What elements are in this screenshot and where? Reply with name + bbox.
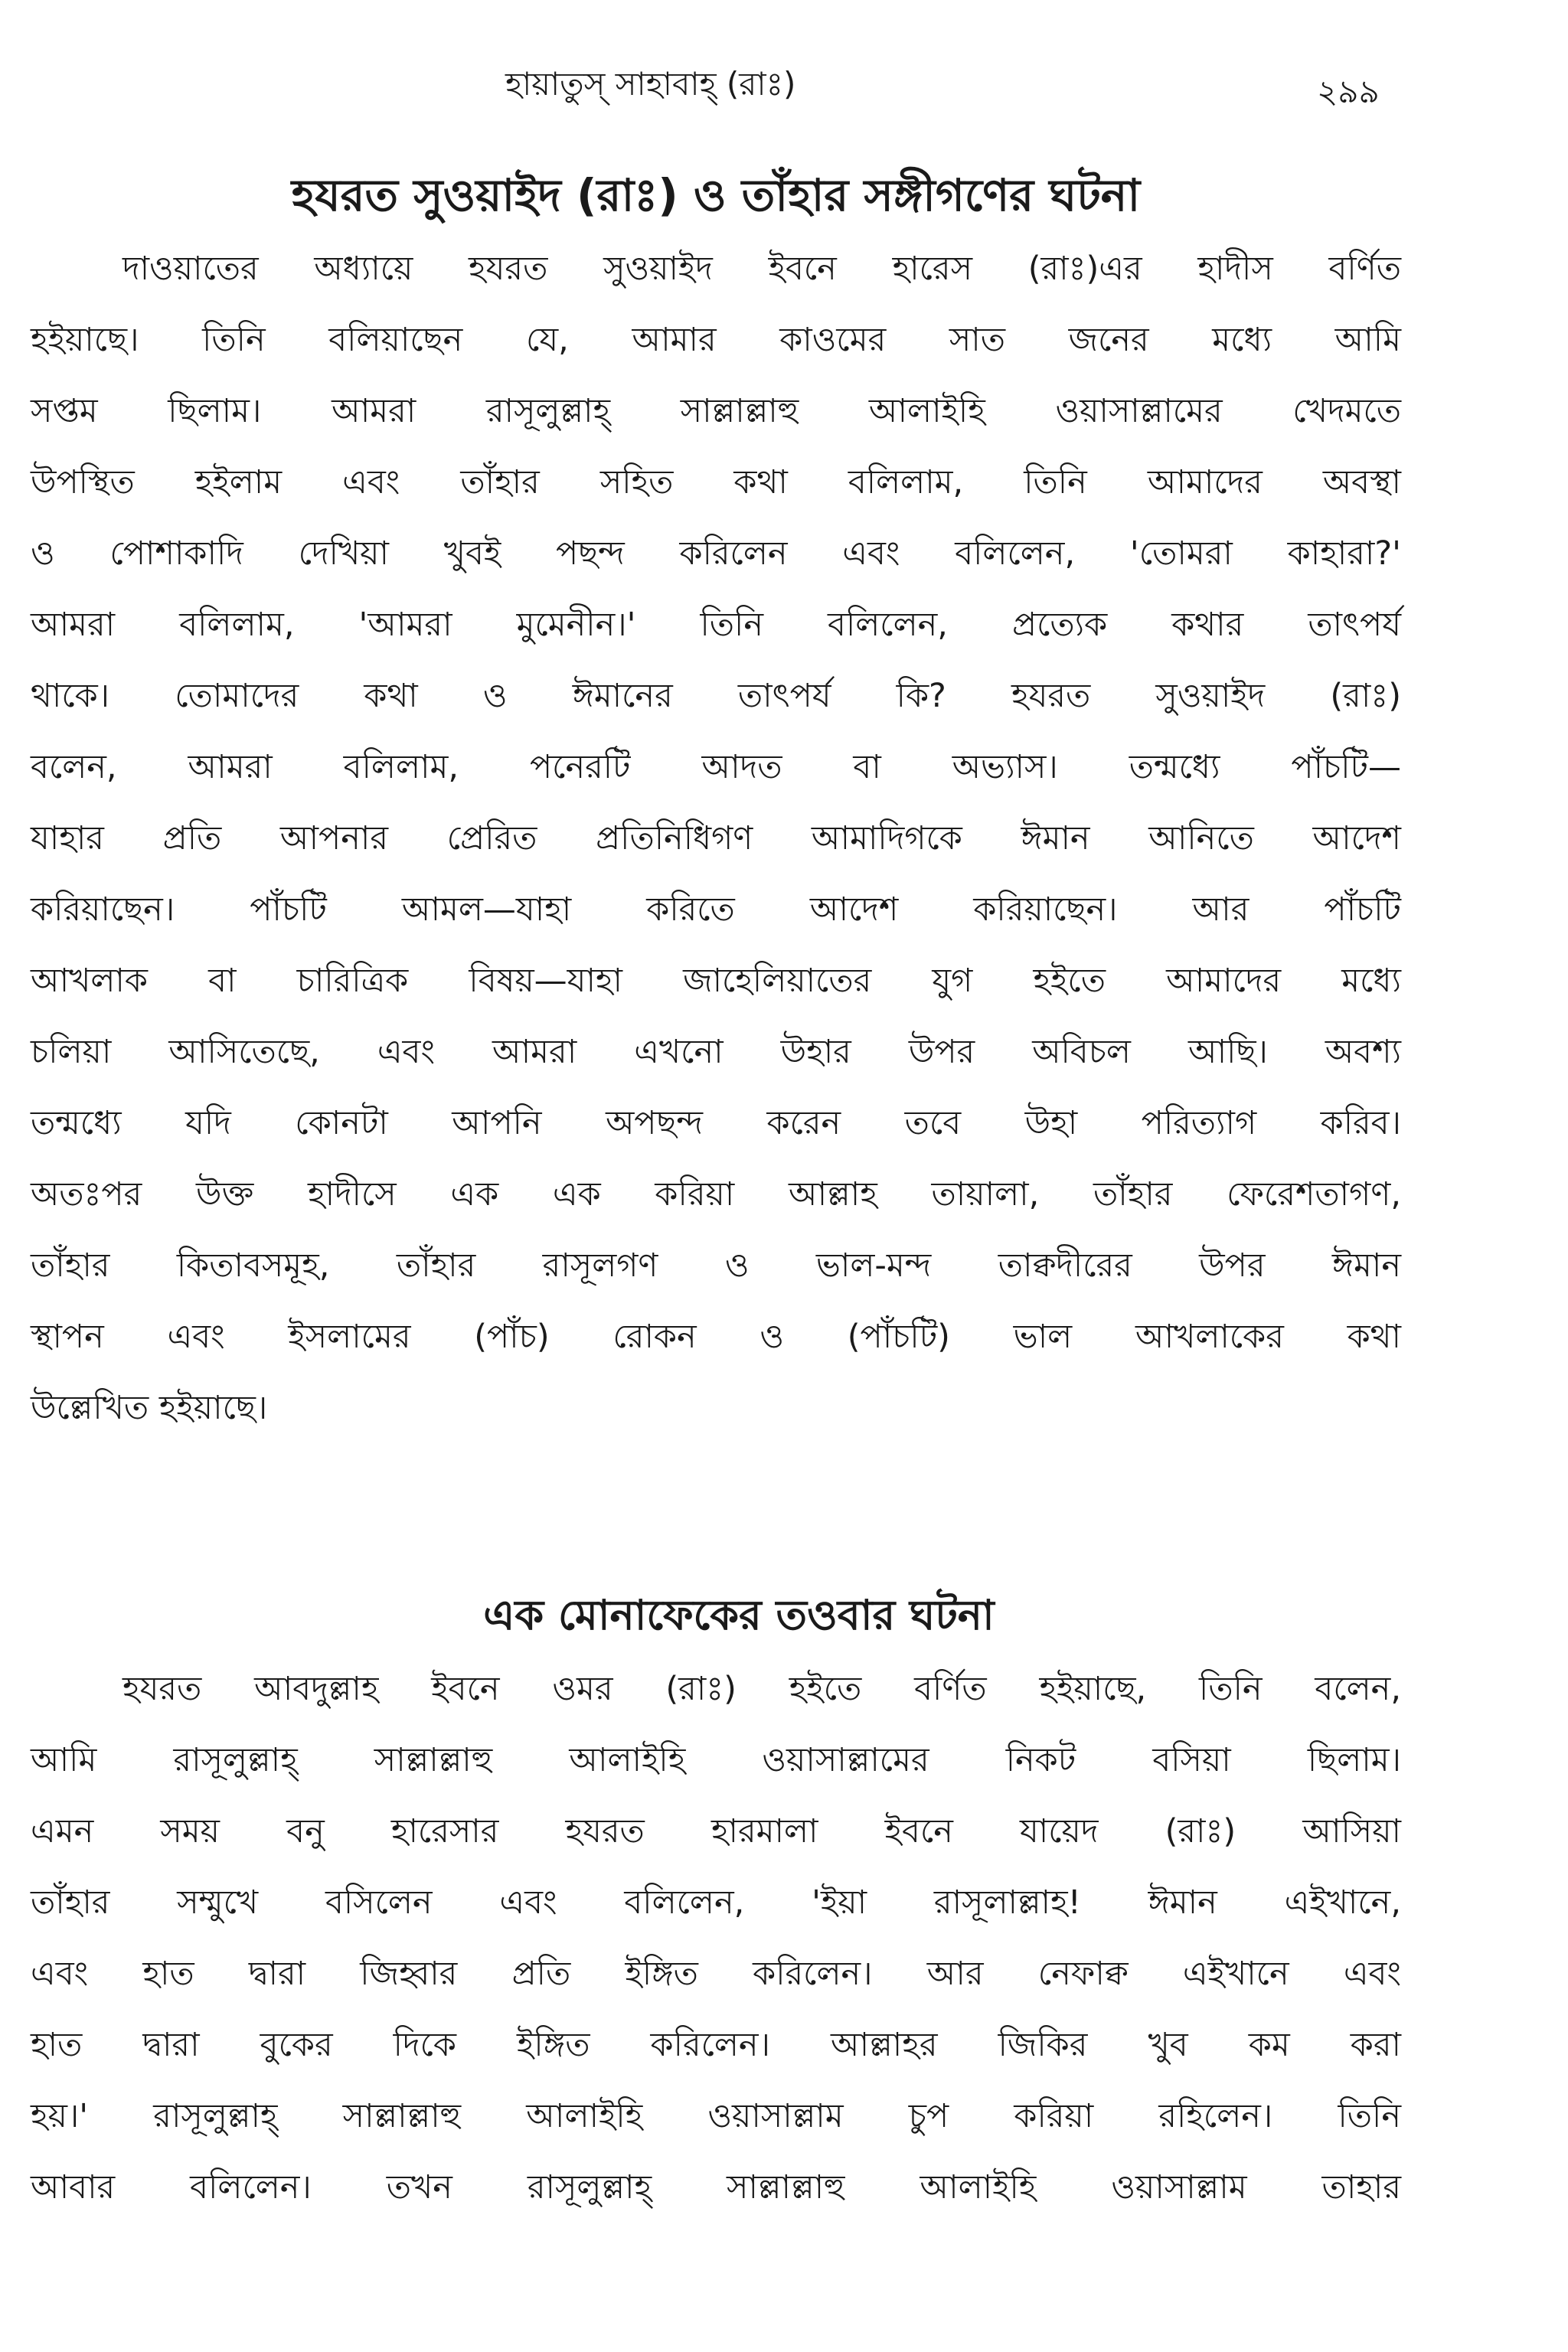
section-munafiq-repentance xyxy=(31,1577,1401,2223)
text-line: তাঁহার সম্মুখে বসিলেন এবং বলিলেন, 'ইয়া রাসূলাল্লাহ! ঈমান এইখানে, xyxy=(31,1883,1401,1922)
text-line: থাকে। তোমাদের কথা ও ঈমানের তাৎপর্য কি? হযরত সুওয়াইদ (রাঃ) xyxy=(31,677,1401,715)
text-line: যাহার প্রতি আপনার প্রেরিত প্রতিনিধিগণ আমাদিগকে ঈমান আনিতে আদেশ xyxy=(31,819,1401,858)
running-title: হায়াতুস্ সাহাবাহ্ (রাঃ) xyxy=(505,65,796,103)
text-line: করিয়াছেন। পাঁচটি আমল—যাহা করিতে আদেশ করিয়াছেন। আর পাঁচটি xyxy=(31,890,1401,929)
text-line: এমন সময় বনু হারেসার হযরত হারমালা ইবনে যায়েদ (রাঃ) আসিয়া xyxy=(31,1812,1401,1851)
text-line: সপ্তম ছিলাম। আমরা রাসূলুল্লাহ্ সাল্লাল্লাহু আলাইহি ওয়াসাল্লামের খেদমতে xyxy=(31,392,1401,430)
text-line: অতঃপর উক্ত হাদীসে এক এক করিয়া আল্লাহ তায়ালা, তাঁহার ফেরেশতাগণ, xyxy=(31,1175,1401,1214)
text-line: হইয়াছে। তিনি বলিয়াছেন যে, আমার কাওমের সাত জনের মধ্যে আমি xyxy=(31,321,1401,359)
text-line: বলেন, আমরা বলিলাম, পনেরটি আদত বা অভ্যাস। তন্মধ্যে পাঁচটি— xyxy=(31,748,1401,786)
text-line: আখলাক বা চারিত্রিক বিষয়—যাহা জাহেলিয়াতের যুগ হইতে আমাদের মধ্যে xyxy=(31,962,1401,1000)
text-line: ও পোশাকাদি দেখিয়া খুবই পছন্দ করিলেন এবং বলিলেন, 'তোমরা কাহারা?' xyxy=(31,534,1401,573)
text-line: চলিয়া আসিতেছে, এবং আমরা এখনো উহার উপর অবিচল আছি। অবশ্য xyxy=(31,1033,1401,1071)
section-heading: এক মোনাফেকের তওবার ঘটনা xyxy=(483,1591,995,1639)
text-line: হাত দ্বারা বুকের দিকে ইঙ্গিত করিলেন। আল্লাহর জিকির খুব কম করা xyxy=(31,2026,1401,2064)
section-suwaid-story xyxy=(31,157,1401,1444)
section-heading: হযরত সুওয়াইদ (রাঃ) ও তাঁহার সঙ্গীগণের ঘটনা xyxy=(291,169,1141,221)
section-body xyxy=(31,234,1401,1444)
text-line: এবং হাত দ্বারা জিহ্বার প্রতি ইঙ্গিত করিলেন। আর নেফাক্ব এইখানে এবং xyxy=(31,1955,1401,1993)
text-line: স্থাপন এবং ইসলামের (পাঁচ) রোকন ও (পাঁচটি) ভাল আখলাকের কথা xyxy=(31,1318,1401,1356)
page-number: ২৯৯ xyxy=(1317,73,1380,110)
text-line: হয়।' রাসূলুল্লাহ্ সাল্লাল্লাহু আলাইহি ওয়াসাল্লাম চুপ করিয়া রহিলেন। তিনি xyxy=(31,2097,1401,2135)
text-line: উপস্থিত হইলাম এবং তাঁহার সহিত কথা বলিলাম, তিনি আমাদের অবস্থা xyxy=(31,463,1401,501)
text-line: উল্লেখিত হইয়াছে। xyxy=(31,1389,268,1427)
section-body xyxy=(31,1654,1401,2223)
text-line: আমি রাসূলুল্লাহ্ সাল্লাল্লাহু আলাইহি ওয়াসাল্লামের নিকট বসিয়া ছিলাম। xyxy=(31,1741,1401,1779)
text-line: তন্মধ্যে যদি কোনটা আপনি অপছন্দ করেন তবে উহা পরিত্যাগ করিব। xyxy=(31,1104,1401,1142)
text-line: আমরা বলিলাম, 'আমরা মুমেনীন।' তিনি বলিলেন, প্রত্যেক কথার তাৎপর্য xyxy=(31,606,1401,644)
text-line: তাঁহার কিতাবসমূহ, তাঁহার রাসূলগণ ও ভাল-মন্দ তাক্বদীরের উপর ঈমান xyxy=(31,1246,1401,1285)
text-line: আবার বলিলেন। তখন রাসূলুল্লাহ্ সাল্লাল্লাহু আলাইহি ওয়াসাল্লাম তাহার xyxy=(31,2168,1401,2207)
running-header xyxy=(0,54,1568,115)
text-line: হযরত আবদুল্লাহ ইবনে ওমর (রাঃ) হইতে বর্ণিত হইয়াছে, তিনি বলেন, xyxy=(122,1670,1401,1708)
text-line: দাওয়াতের অধ্যায়ে হযরত সুওয়াইদ ইবনে হারেস (রাঃ)এর হাদীস বর্ণিত xyxy=(122,250,1401,288)
